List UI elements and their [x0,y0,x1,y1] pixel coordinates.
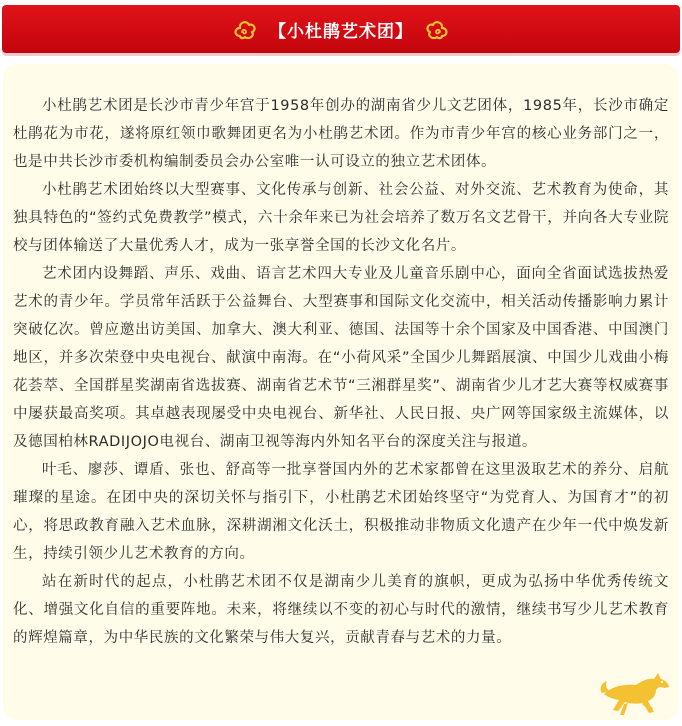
paragraph-artists: 叶毛、廖莎、谭盾、张也、舒高等一批享誉国内外的艺术家都曾在这里汲取艺术的养分、启航璀璨的星途。在团中央的深切关怀与指引下，小杜鹃艺术团始终坚守“为党育人、为国育才”的初心，将思政教育融入艺术血脉，深耕湖湘文化沃土，积极推动非物质文化遗产在少年一代中焕发新生，持续引领少儿艺术教育的方向。 [13,462,669,562]
paragraph-mission: 小杜鹃艺术团始终以大型赛事、文化传承与创新、社会公益、对外交流、艺术教育为使命，其独具特色的“签约式免费教学”模式，六十余年来已为社会培养了数万名文艺骨干，并向各大专业院校与团体输送了大量优秀人才，成为一张享誉全国的长沙文化名片。 [13,182,669,254]
paragraph-achievements: 艺术团内设舞蹈、声乐、戏曲、语言艺术四大专业及儿童音乐剧中心，面向全省面试选拔热爱艺术的青少年。学员常年活跃于公益舞台、大型赛事和国际文化交流中，相关活动传播影响力累计突破亿次。曾应邀出访美国、加拿大、澳大利亚、德国、法国等十余个国家及中国香港、中国澳门地区，并多次荣登中央电视台、献演中南海。在“小荷风采”全国少儿舞蹈展演、中国少儿戏曲小梅花荟萃、全国群星奖湖南省选拔赛、湖南省艺术节“三湘群星奖”、湖南省少儿才艺大赛等权威赛事中屡获最高奖项。其卓越表现屡受中央电视台、新华社、人民日报、央广网等国家级主流媒体，以及德国柏林RADIJOJO电视台、湖南卫视等海内外知名平台的深度关注与报道。 [13,266,669,450]
section-title: 【小杜鹃艺术团】 [269,21,413,42]
paragraph-future: 站在新时代的起点，小杜鹃艺术团不仅是湖南少儿美育的旗帜，更成为弘扬中华优秀传统文化、增强文化自信的重要阵地。未来，将继续以不变的初心与时代的激情，继续书写少儿艺术教育的辉煌篇章，为中华民族的文化繁荣与伟大复兴，贡献青春与艺术的力量。 [13,574,669,646]
article-body [13,92,669,652]
galloping-horse-icon [598,664,674,718]
banner-inner [231,15,451,43]
paragraph-intro: 小杜鹃艺术团是长沙市青少年宫于1958年创办的湖南省少儿文艺团体，1985年，长沙市确定杜鹃花为市花，遂将原红领巾歌舞团更名为小杜鹃艺术团。作为市青少年宫的核心业务部门之一，也是中共长沙市委机构编制委员会办公室唯一认可设立的独立艺术团体。 [13,98,669,170]
section-title-banner [2,5,680,53]
auspicious-cloud-icon [231,15,259,43]
auspicious-cloud-icon [423,15,451,43]
